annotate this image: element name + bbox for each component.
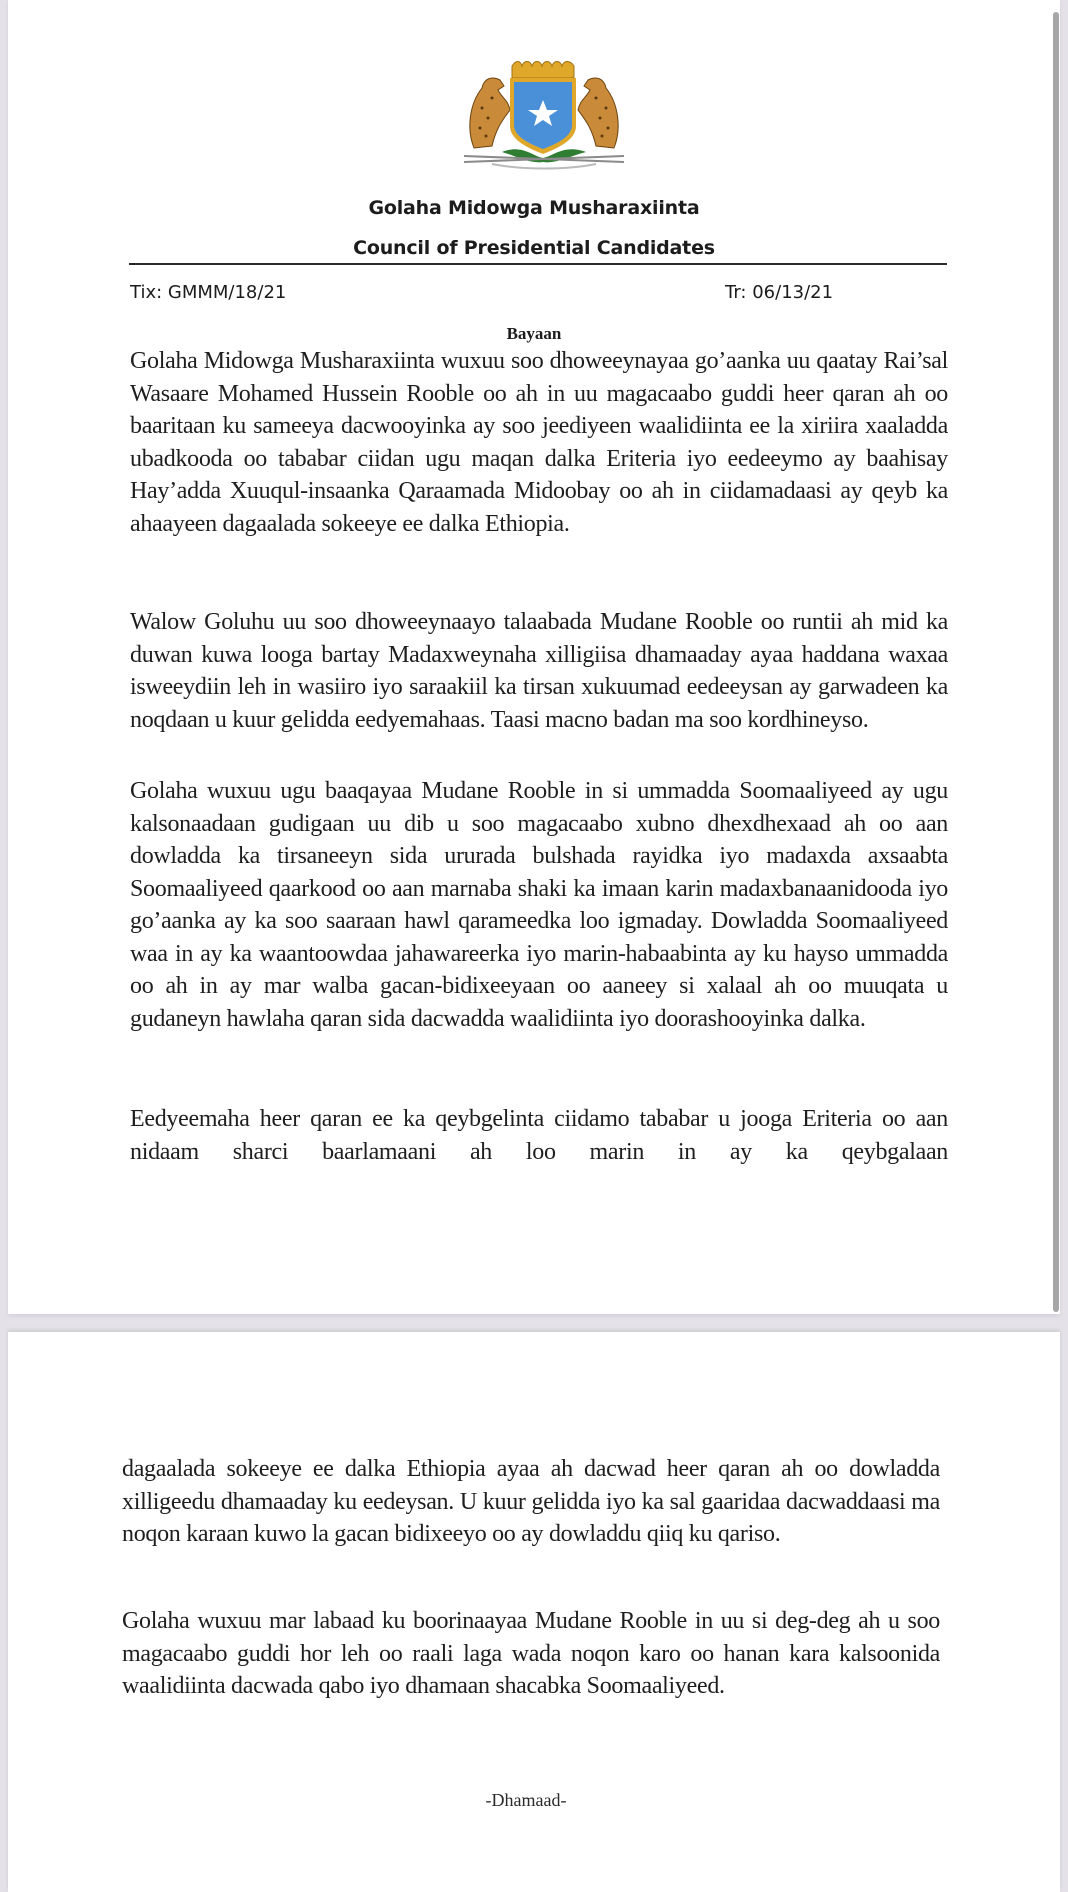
document-page-1	[8, 0, 1060, 1314]
org-name-somali: Golaha Midowga Musharaxiinta	[368, 197, 700, 219]
document-title: Bayaan	[506, 324, 562, 343]
paragraph: Golaha wuxuu mar labaad ku boorinaayaa Mudane Rooble in uu si deg-deg ah u soo magacaabo guddi hor leh oo raali laga wada noqon karo oo hanan kara kalsoonida waalidiinta dacwada qabo iyo dhamaan shacabka Soomaaliyeed.	[122, 1608, 940, 1699]
paragraph: Golaha Midowga Musharaxiinta wuxuu soo dhoweeynayaa go’aanka uu qaatay Rai’sal Wasaare Mohamed Hussein Rooble oo ah in uu magacaabo guddi heer qaran ah oo baaritaan ku sameeya dacwooyinka ay soo jeediyeen waalidiinta ee la xiriira xaaladda ubadkooda oo tababar ciidan ugu maqan dalka Eriteria iyo eedeeymo ay baahisay Hay’adda Xuuqul-insaanka Qaraamada Midoobay oo ah in ciidamadaasi ay qeyb ka ahaayeen dagaalada sokeeye ee dalka Ethiopia.	[130, 348, 948, 537]
paragraph: Golaha wuxuu ugu baaqayaa Mudane Rooble in si ummadda Soomaaliyeed ay ugu kalsonaadaan gudigaan uu dib u soo magacaabo xubno dhexdhexaad ah oo aan dowladda ka tirsaneeyn sida ururada bulshada rayidka iyo madaxda axsaabta Soomaaliyeed qaarkood oo aan marnaba shaki ka imaan karin madaxbanaanidooda iyo go’aanka ay ka soo saaraan hawl qarameedka loo igmaday. Dowladda Soomaaliyeed waa in ay ka waantoowdaa jahawareerka iyo marin-habaabinta ay ku hayso ummadda oo ah in ay mar walba gacan-bidixeeyaan oo aaneey si xalaal ah oo muuqata u gudaneyn hawlaha qaran sida dacwadda waalidiinta iyo doorashooyinka dalka.	[130, 778, 948, 1032]
org-name-english: Council of Presidential Candidates	[353, 237, 715, 259]
document-date: Tr: 06/13/21	[725, 282, 834, 303]
closing-mark: -Dhamaad-	[485, 1790, 567, 1810]
vertical-scrollbar[interactable]	[1053, 12, 1059, 1312]
coat-of-arms-icon	[452, 48, 636, 172]
paragraph: Walow Goluhu uu soo dhoweeynaayo talaabada Mudane Rooble oo runtii ah mid ka duwan kuwa looga bartay Madaxweynaha xilligiisa dhamaaday ayaa haddana waxaa isweeydiin leh in wasiiro iyo saraakiil ka tirsan xukuumad eedeeysan ay garwadeen ka noqdaan u kuur gelidda eedyemahaas. Taasi macno badan ma soo kordhineyso.	[130, 609, 948, 733]
paragraph: dagaalada sokeeye ee dalka Ethiopia ayaa ah dacwad heer qaran ah oo dowladda xilligeedu dhamaaday ku eedeysan. U kuur gelidda iyo ka sal gaaridaa dacwaddaasi ma noqon karaan kuwo la gacan bidixeeyo oo ay dowladdu qiiq ku qariso.	[122, 1456, 940, 1547]
header-divider	[129, 263, 947, 265]
reference-number: Tix: GMMM/18/21	[130, 282, 287, 303]
paragraph: Eedyeemaha heer qaran ee ka qeybgelinta ciidamo tababar u jooga Eriteria oo aan nidaam sharci baarlamaani ah loo marin in ay ka qeybgalaan	[130, 1106, 948, 1165]
